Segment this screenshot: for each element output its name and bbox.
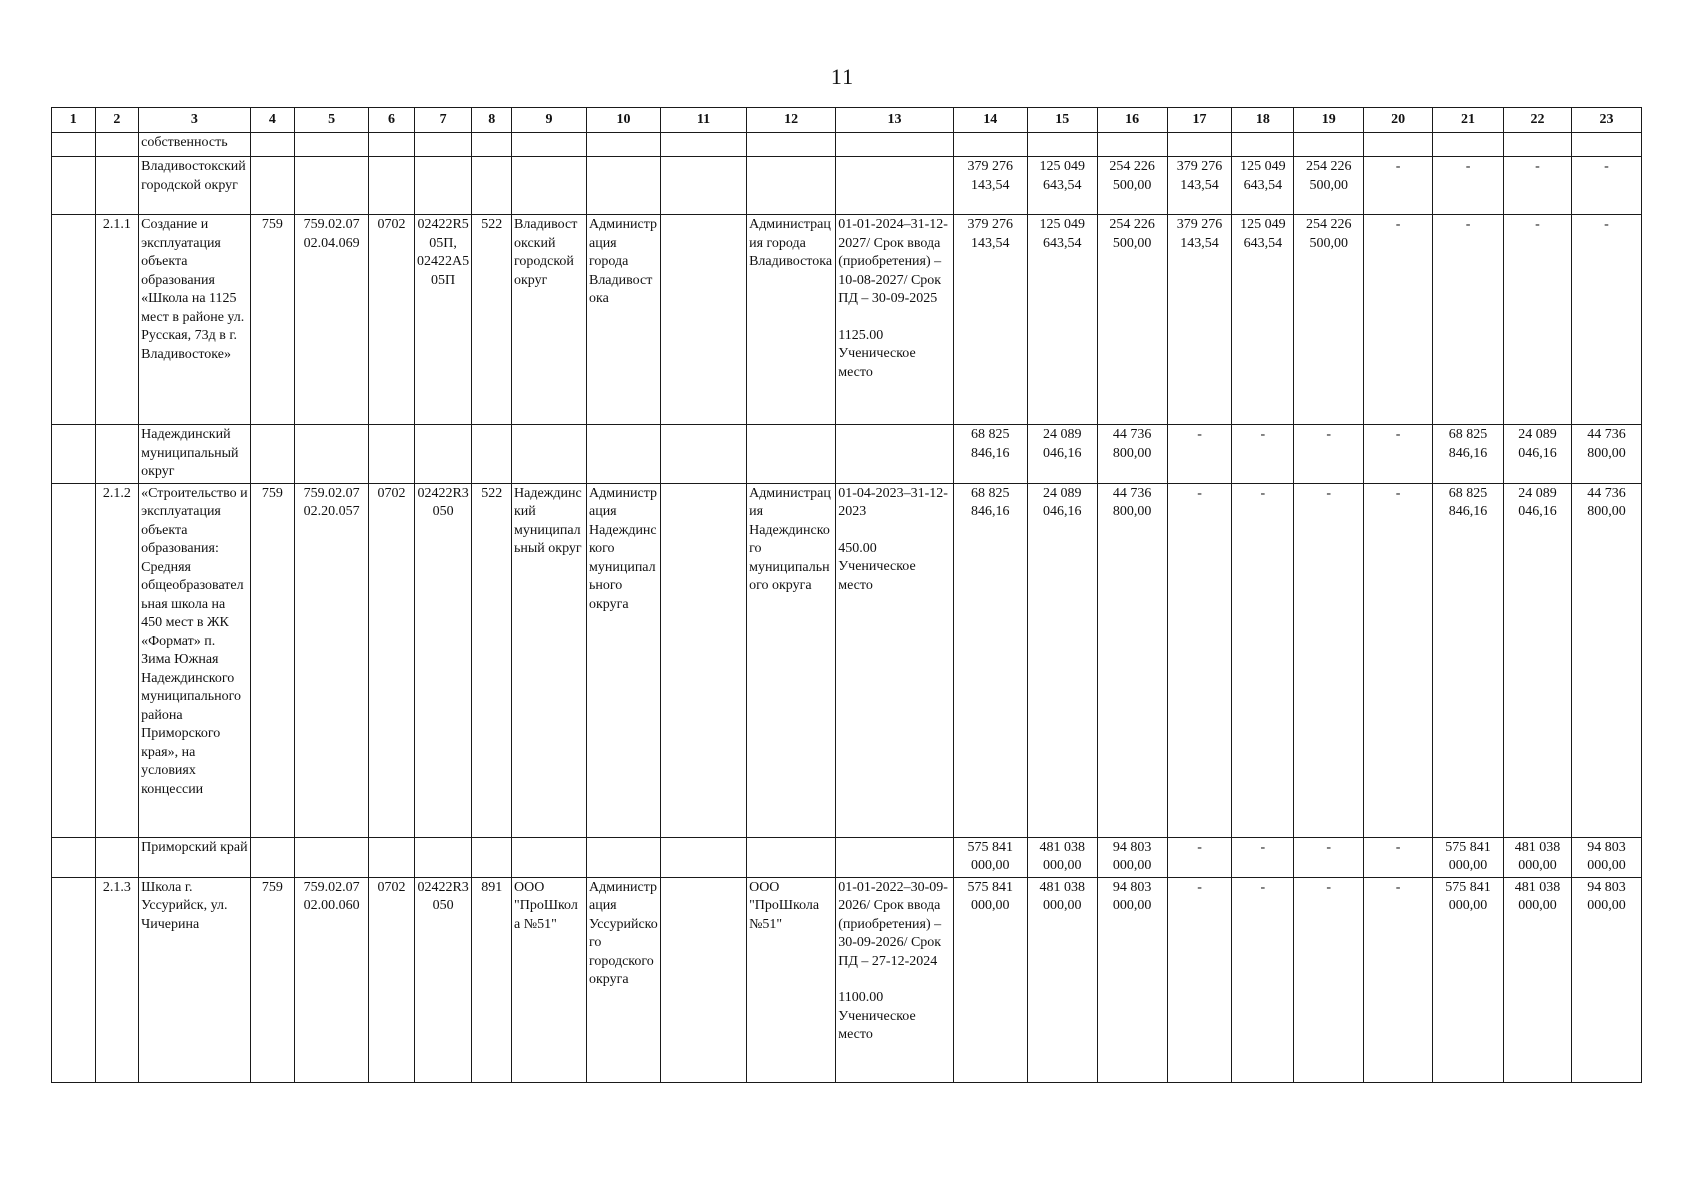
cell-group-name: Надеждинский муниципальный округ: [139, 425, 250, 484]
cell-amount: 254 226 500,00: [1097, 215, 1167, 425]
col-header-18: 18: [1232, 108, 1294, 133]
cell-continuation-text: собственность: [139, 133, 250, 157]
cell-developer: Администрация Надеждинского муниципального округа: [747, 483, 836, 837]
col-header-12: 12: [747, 108, 836, 133]
cell-dash: -: [1167, 483, 1232, 837]
col-header-6: 6: [369, 108, 415, 133]
cell-amount: 125 049 643,54: [1027, 157, 1097, 215]
schedule-period: 01-01-2024–31-12-2027/ Срок ввода (приобретения) – 10-08-2027/ Срок ПД – 30-09-2025: [838, 217, 948, 306]
cell-code: 891: [472, 877, 512, 1082]
cell-dash: -: [1364, 877, 1433, 1082]
cell-object-name: «Строительство и эксплуатация объекта образования: Средняя общеобразовательная школа на 450 мест в ЖК «Формат» п. Зима Южная Надеждинского муниципального района Приморского края», на условиях концессии: [139, 483, 250, 837]
table-row-item-2-1-3: [52, 877, 1642, 1082]
table-row-group-vladivostok: [52, 157, 1642, 215]
cell-dash: -: [1364, 483, 1433, 837]
cell-dash: -: [1294, 425, 1364, 484]
col-header-15: 15: [1027, 108, 1097, 133]
col-header-8: 8: [472, 108, 512, 133]
cell-empty: [660, 215, 746, 425]
cell-amount: 125 049 643,54: [1232, 157, 1294, 215]
cell-amount: 254 226 500,00: [1294, 215, 1364, 425]
cell-dash: -: [1504, 215, 1572, 425]
cell-dash: -: [1167, 425, 1232, 484]
cell-dash: -: [1294, 877, 1364, 1082]
schedule-period: 01-04-2023–31-12-2023: [838, 485, 948, 519]
cell-amount: 481 038 000,00: [1504, 837, 1572, 877]
schedule-period: 01-01-2022–30-09-2026/ Срок ввода (приобретения) – 30-09-2026/ Срок ПД – 27-12-2024: [838, 879, 948, 969]
cell-amount: 254 226 500,00: [1294, 157, 1364, 215]
cell-code: 522: [472, 483, 512, 837]
cell-amount: 379 276 143,54: [953, 215, 1027, 425]
cell-code: 759: [250, 215, 295, 425]
col-header-23: 23: [1571, 108, 1641, 133]
cell-developer: Администрация города Владивостока: [747, 215, 836, 425]
cell-code: 759.02.07 02.20.057: [295, 483, 369, 837]
cell-amount: 125 049 643,54: [1027, 215, 1097, 425]
cell-code: 0702: [369, 877, 415, 1082]
cell-dash: -: [1433, 157, 1504, 215]
col-header-11: 11: [660, 108, 746, 133]
cell-amount: 44 736 800,00: [1571, 425, 1641, 484]
col-header-3: 3: [139, 108, 250, 133]
cell-dash: -: [1571, 157, 1641, 215]
cell-amount: 379 276 143,54: [1167, 157, 1232, 215]
col-header-13: 13: [836, 108, 954, 133]
cell-dash: -: [1232, 425, 1294, 484]
cell-code: 522: [472, 215, 512, 425]
cell-customer: Администрация города Владивостока: [586, 215, 660, 425]
col-header-19: 19: [1294, 108, 1364, 133]
cell-customer: Администрация Надеждинского муниципального округа: [586, 483, 660, 837]
cell-dash: -: [1232, 483, 1294, 837]
schedule-capacity: 1125.00 Ученическое место: [838, 327, 916, 380]
col-header-22: 22: [1504, 108, 1572, 133]
cell-code: 759.02.07 02.00.060: [295, 877, 369, 1082]
cell-code: 02422R3050: [414, 877, 472, 1082]
cell-group-name: Владивостокский городской округ: [139, 157, 250, 215]
col-header-10: 10: [586, 108, 660, 133]
page-number: 11: [830, 64, 855, 89]
table-row-group-primorsky: [52, 837, 1642, 877]
cell-object-name: Школа г. Уссурийск, ул. Чичерина: [139, 877, 250, 1082]
cell-amount: 575 841 000,00: [953, 877, 1027, 1082]
cell-municipality: Владивостокский городской округ: [512, 215, 587, 425]
col-header-1: 1: [52, 108, 96, 133]
cell-dash: -: [1294, 483, 1364, 837]
cell-customer: Администрация Уссурийского городского округа: [586, 877, 660, 1082]
col-header-14: 14: [953, 108, 1027, 133]
cell-item-number: 2.1.3: [95, 877, 139, 1082]
cell-amount: 44 736 800,00: [1097, 425, 1167, 484]
header-row: [52, 108, 1642, 133]
cell-developer: ООО "ПроШкола №51": [747, 877, 836, 1082]
col-header-7: 7: [414, 108, 472, 133]
cell-dash: -: [1232, 837, 1294, 877]
cell-dash: -: [1364, 157, 1433, 215]
cell-code: 759: [250, 483, 295, 837]
cell-dash: -: [1571, 215, 1641, 425]
cell-dash: -: [1167, 877, 1232, 1082]
cell-amount: 68 825 846,16: [1433, 425, 1504, 484]
cell-schedule: [836, 483, 954, 837]
col-header-21: 21: [1433, 108, 1504, 133]
cell-amount: 125 049 643,54: [1232, 215, 1294, 425]
table-row-item-2-1-1: [52, 215, 1642, 425]
col-header-4: 4: [250, 108, 295, 133]
cell-dash: -: [1167, 837, 1232, 877]
cell-dash: -: [1364, 215, 1433, 425]
cell-amount: 44 736 800,00: [1571, 483, 1641, 837]
cell-amount: 575 841 000,00: [953, 837, 1027, 877]
cell-amount: 24 089 046,16: [1504, 483, 1572, 837]
cell-code: 759: [250, 877, 295, 1082]
cell-code: 02422R505П, 02422А505П: [414, 215, 472, 425]
cell-dash: -: [1294, 837, 1364, 877]
col-header-9: 9: [512, 108, 587, 133]
cell-amount: 44 736 800,00: [1097, 483, 1167, 837]
cell-empty: [660, 483, 746, 837]
table-row-item-2-1-2: [52, 483, 1642, 837]
cell-amount: 379 276 143,54: [953, 157, 1027, 215]
cell-municipality: ООО "ПроШкола №51": [512, 877, 587, 1082]
cell-dash: -: [1364, 837, 1433, 877]
cell-schedule: [836, 215, 954, 425]
col-header-5: 5: [295, 108, 369, 133]
cell-item-number: 2.1.1: [95, 215, 139, 425]
cell-amount: 94 803 000,00: [1571, 837, 1641, 877]
cell-amount: 575 841 000,00: [1433, 877, 1504, 1082]
col-header-20: 20: [1364, 108, 1433, 133]
cell-dash: -: [1232, 877, 1294, 1082]
table-row-group-nadezhdinsky: [52, 425, 1642, 484]
cell-dash: -: [1364, 425, 1433, 484]
cell-amount: 94 803 000,00: [1571, 877, 1641, 1082]
cell-amount: 94 803 000,00: [1097, 877, 1167, 1082]
cell-municipality: Надеждинский муниципальный округ: [512, 483, 587, 837]
cell-item-number: 2.1.2: [95, 483, 139, 837]
investment-table: [51, 107, 1642, 1083]
cell-amount: 379 276 143,54: [1167, 215, 1232, 425]
table-row: [52, 133, 1642, 157]
cell-dash: -: [1504, 157, 1572, 215]
cell-code: 0702: [369, 483, 415, 837]
schedule-capacity: 450.00 Ученическое место: [838, 540, 916, 593]
cell-object-name: Создание и эксплуатация объекта образования «Школа на 1125 мест в районе ул. Русская, 73д в г. Владивостоке»: [139, 215, 250, 425]
cell-amount: 94 803 000,00: [1097, 837, 1167, 877]
schedule-capacity: 1100.00 Ученическое место: [838, 990, 916, 1042]
cell-amount: 24 089 046,16: [1027, 425, 1097, 484]
cell-amount: 481 038 000,00: [1027, 837, 1097, 877]
cell-dash: -: [1433, 215, 1504, 425]
cell-group-name: Приморский край: [139, 837, 250, 877]
cell-code: 02422R3050: [414, 483, 472, 837]
cell-amount: 68 825 846,16: [953, 483, 1027, 837]
cell-amount: 575 841 000,00: [1433, 837, 1504, 877]
cell-empty: [660, 877, 746, 1082]
cell-amount: 68 825 846,16: [1433, 483, 1504, 837]
cell-amount: 24 089 046,16: [1504, 425, 1572, 484]
cell-amount: 254 226 500,00: [1097, 157, 1167, 215]
cell-amount: 481 038 000,00: [1027, 877, 1097, 1082]
col-header-17: 17: [1167, 108, 1232, 133]
cell-amount: 24 089 046,16: [1027, 483, 1097, 837]
cell-schedule: [836, 877, 954, 1082]
cell-code: 0702: [369, 215, 415, 425]
col-header-16: 16: [1097, 108, 1167, 133]
cell-amount: 68 825 846,16: [953, 425, 1027, 484]
cell-amount: 481 038 000,00: [1504, 877, 1572, 1082]
col-header-2: 2: [95, 108, 139, 133]
cell-code: 759.02.07 02.04.069: [295, 215, 369, 425]
